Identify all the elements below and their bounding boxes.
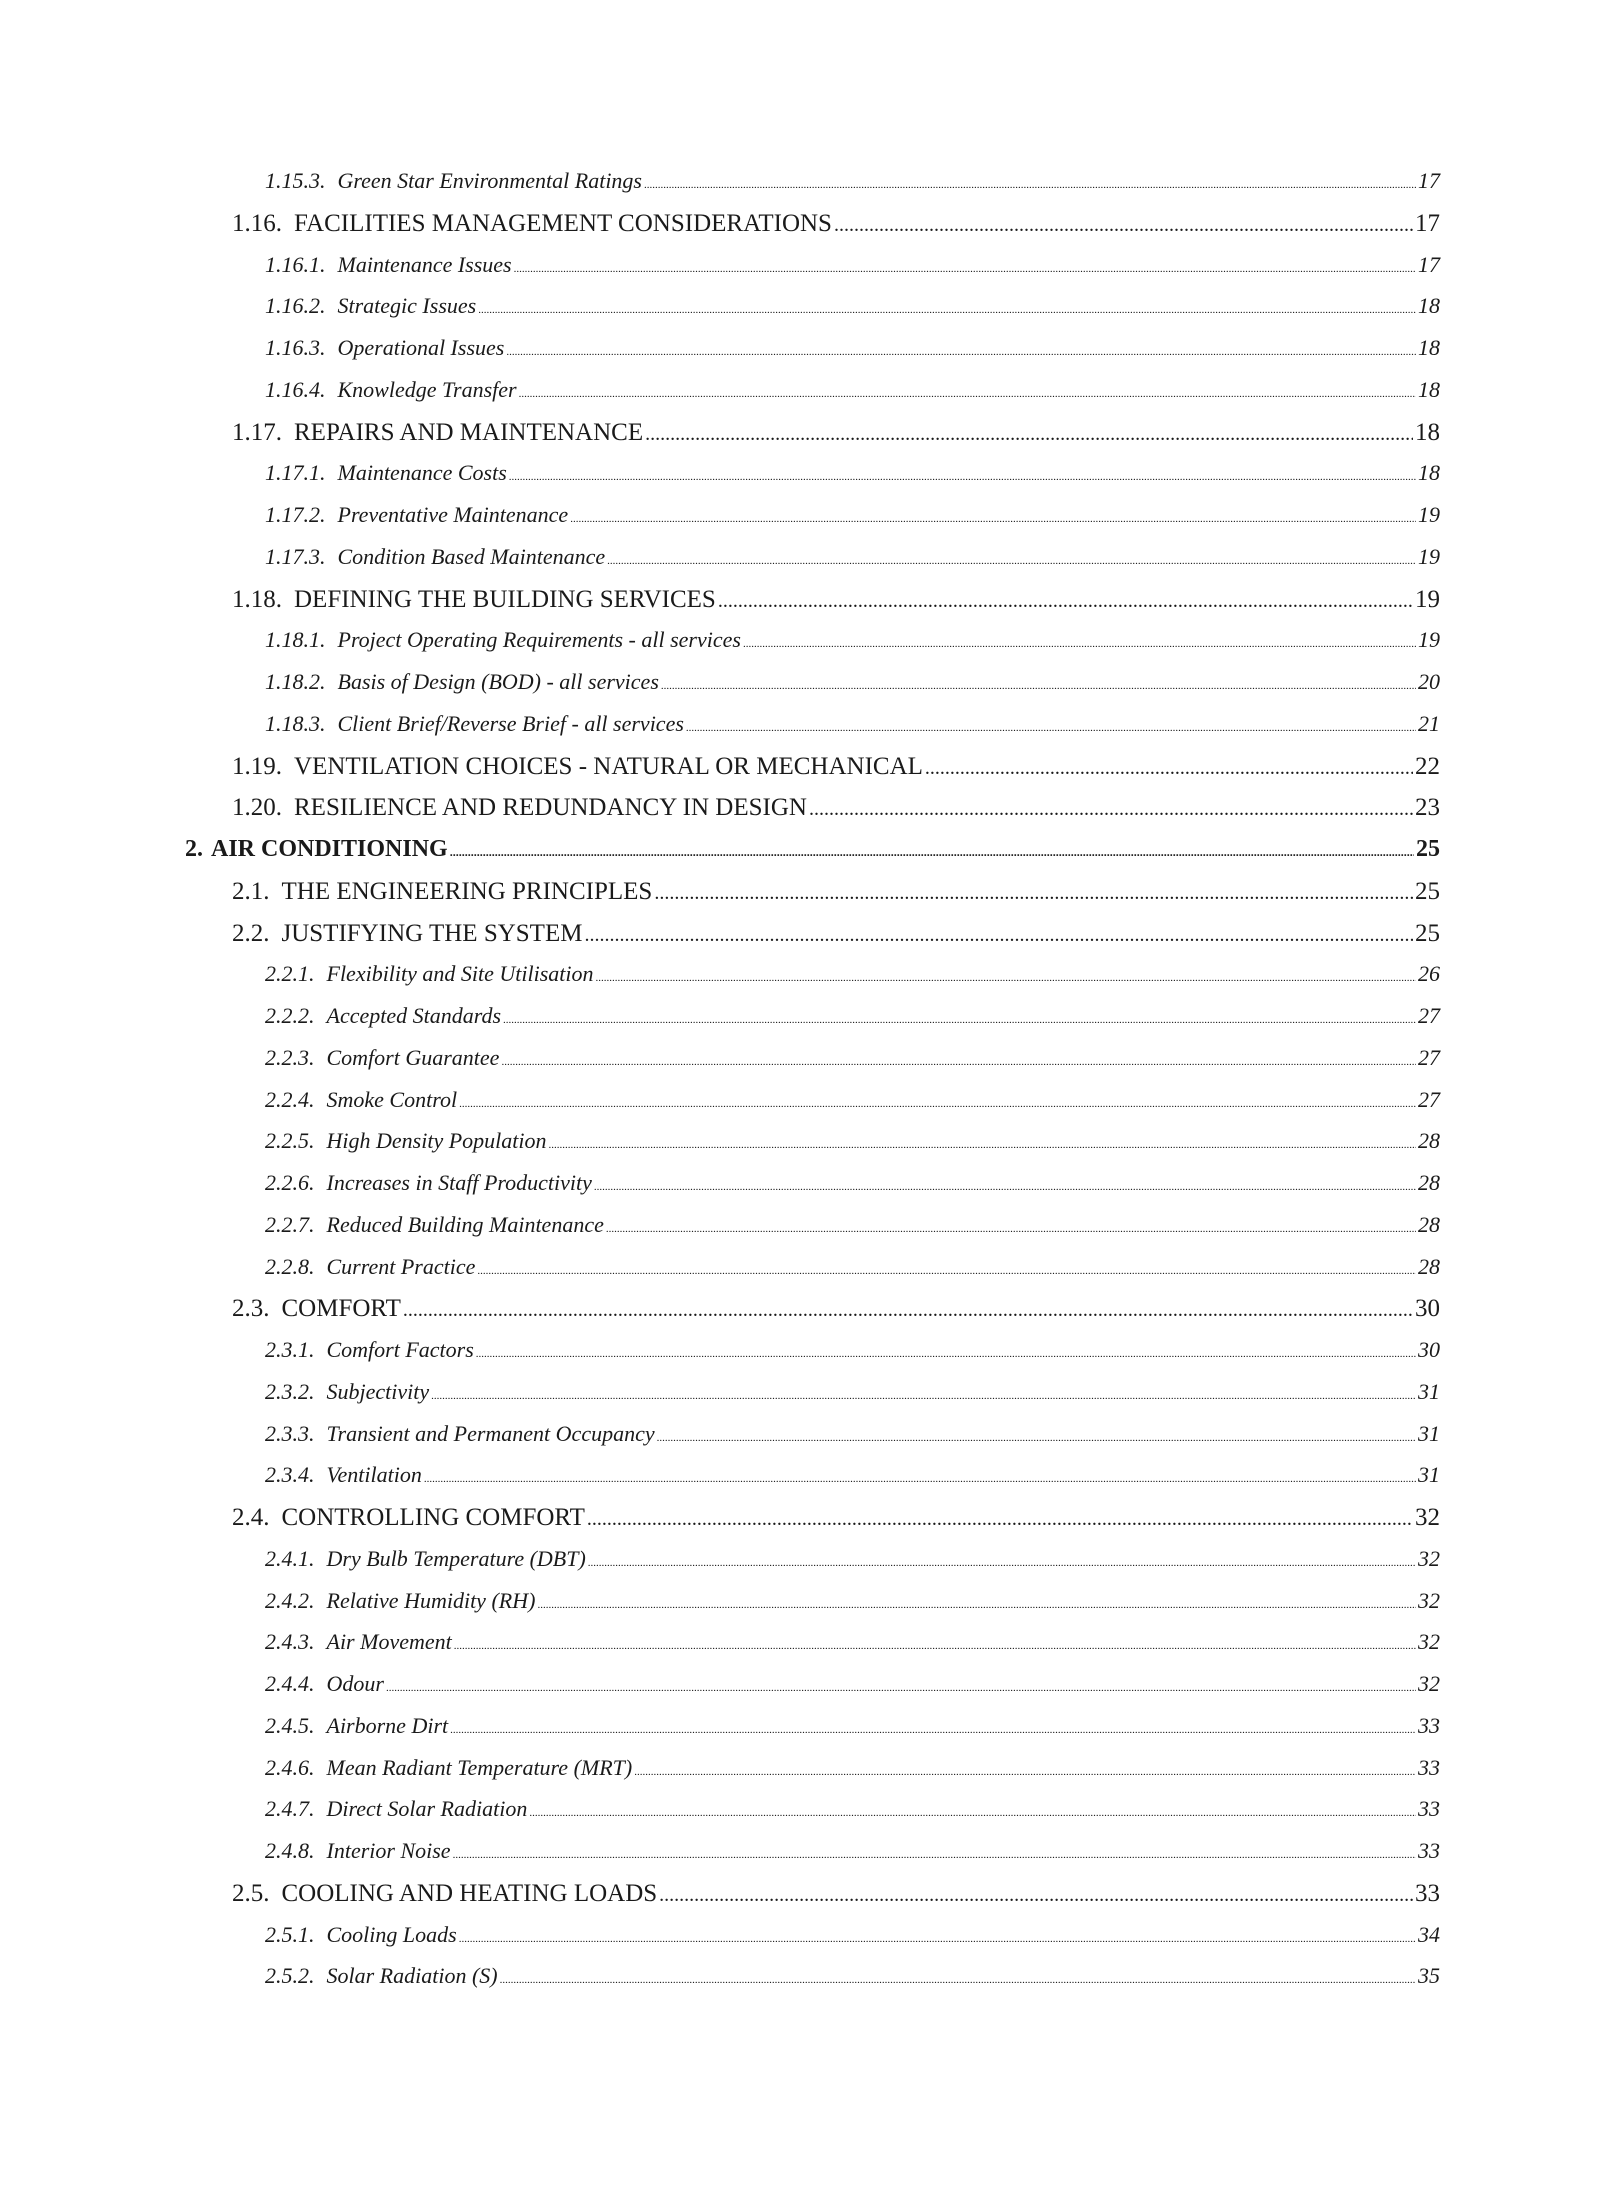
toc-entry-number: 1.16.4.	[265, 376, 326, 402]
toc-entry-number: 2.3.2.	[265, 1378, 315, 1404]
toc-entry-page-number: 32	[1418, 1545, 1440, 1571]
toc-entry-page-number: 22	[1415, 752, 1440, 780]
toc-entry-number: 2.2.7.	[265, 1211, 315, 1237]
toc-entry-page-number: 25	[1415, 877, 1440, 905]
toc-entry-title: DEFINING THE BUILDING SERVICES	[294, 585, 716, 613]
toc-entry[interactable]	[265, 1963, 1440, 1999]
toc-entry[interactable]	[265, 252, 1440, 288]
toc-entry-number: 2.2.3.	[265, 1044, 315, 1070]
toc-entry-page-number: 32	[1418, 1629, 1440, 1655]
dot-leader	[596, 972, 1416, 984]
dot-leader	[459, 1933, 1416, 1945]
dot-leader	[450, 1724, 1416, 1736]
toc-entry-number: 2.3.4.	[265, 1462, 315, 1488]
toc-entry-number: 2.4.1.	[265, 1545, 315, 1571]
toc-entry-title: Odour	[326, 1671, 384, 1696]
dot-leader	[644, 179, 1416, 191]
toc-entry[interactable]	[232, 1880, 1440, 1916]
dot-leader	[584, 924, 1413, 947]
toc-entry-title: Knowledge Transfer	[337, 376, 517, 402]
toc-entry-number: 2.4.5.	[265, 1712, 315, 1738]
dot-leader	[548, 1139, 1416, 1151]
toc-entry-title: Comfort Guarantee	[326, 1044, 500, 1070]
toc-entry-title: Subjectivity	[326, 1378, 430, 1404]
dot-leader	[718, 590, 1413, 613]
toc-entry-title: Maintenance Issues	[337, 251, 512, 277]
toc-entry-title: FACILITIES MANAGEMENT CONSIDERATIONS	[294, 209, 832, 237]
dot-leader	[501, 1056, 1416, 1068]
toc-entry[interactable]	[265, 168, 1440, 204]
toc-entry-page-number: 28	[1418, 1211, 1440, 1237]
dot-leader	[607, 555, 1416, 567]
toc-entry-title: Operational Issues	[337, 335, 505, 360]
toc-entry-page-number: 18	[1415, 418, 1440, 446]
toc-entry-page-number: 17	[1418, 251, 1440, 277]
toc-entry[interactable]	[265, 1379, 1440, 1415]
toc-entry[interactable]	[185, 836, 1440, 872]
dot-leader	[570, 513, 1416, 525]
toc-entry-page-number: 32	[1418, 1587, 1440, 1613]
toc-entry[interactable]	[265, 1838, 1440, 1874]
toc-entry-number: 1.20.	[232, 794, 282, 822]
toc-entry[interactable]	[265, 460, 1440, 496]
toc-entry-title: COMFORT	[281, 1295, 401, 1323]
dot-leader	[588, 1557, 1416, 1569]
toc-entry-page-number: 23	[1415, 794, 1440, 822]
toc-entry-page-number: 17	[1415, 209, 1440, 237]
toc-entry-page-number: 19	[1418, 627, 1440, 653]
toc-entry-number: 1.19.	[232, 752, 282, 780]
dot-leader	[450, 845, 1414, 860]
toc-entry-number: 2.4.4.	[265, 1671, 315, 1696]
toc-entry[interactable]	[265, 1337, 1440, 1373]
dot-leader	[529, 1807, 1416, 1819]
toc-entry-page-number: 28	[1418, 1253, 1440, 1279]
dot-leader	[431, 1390, 1416, 1402]
dot-leader	[519, 388, 1416, 400]
dot-leader	[454, 1640, 1416, 1652]
toc-entry-number: 2.3.1.	[265, 1337, 315, 1362]
toc-entry-number: 2.2.1.	[265, 961, 315, 987]
toc-entry[interactable]	[232, 419, 1440, 455]
toc-entry-page-number: 34	[1418, 1921, 1440, 1947]
toc-entry-title: THE ENGINEERING PRINCIPLES	[281, 877, 653, 905]
toc-entry-page-number: 18	[1418, 335, 1440, 360]
dot-leader	[459, 1098, 1416, 1110]
toc-entry[interactable]	[265, 1003, 1440, 1039]
toc-entry-number: 2.4.2.	[265, 1587, 315, 1613]
toc-entry[interactable]	[265, 1128, 1440, 1164]
toc-entry-page-number: 27	[1418, 1003, 1440, 1028]
toc-entry-page-number: 18	[1418, 376, 1440, 402]
toc-entry-number: 1.16.1.	[265, 251, 326, 277]
dot-leader	[453, 1849, 1416, 1861]
toc-entry[interactable]	[265, 293, 1440, 329]
dot-leader	[506, 346, 1416, 358]
toc-entry-title: Dry Bulb Temperature (DBT)	[326, 1545, 586, 1571]
toc-entry[interactable]	[265, 1796, 1440, 1832]
toc-entry[interactable]	[265, 669, 1440, 705]
toc-entry[interactable]	[232, 1504, 1440, 1540]
toc-entry-title: VENTILATION CHOICES - NATURAL OR MECHANICAL	[294, 752, 923, 780]
toc-entry-number: 2.4.	[232, 1504, 270, 1531]
toc-entry-page-number: 33	[1418, 1796, 1440, 1822]
toc-entry-title: Interior Noise	[326, 1838, 451, 1863]
toc-entry[interactable]	[265, 1170, 1440, 1206]
toc-entry-title: Strategic Issues	[337, 293, 477, 319]
dot-leader	[514, 263, 1416, 275]
toc-entry-page-number: 25	[1415, 919, 1440, 947]
toc-entry-number: 2.5.2.	[265, 1963, 315, 1989]
toc-entry[interactable]	[265, 1087, 1440, 1123]
toc-entry-page-number: 35	[1418, 1963, 1440, 1989]
toc-entry-number: 1.17.1.	[265, 460, 326, 486]
dot-leader	[424, 1473, 1416, 1485]
toc-entry-title: Basis of Design (BOD) - all services	[337, 669, 659, 694]
toc-entry-number: 1.15.3.	[265, 168, 326, 193]
dot-leader	[606, 1223, 1416, 1235]
toc-entry-title: Project Operating Requirements - all services	[337, 627, 741, 653]
toc-entry[interactable]	[265, 627, 1440, 663]
toc-entry[interactable]	[265, 1922, 1440, 1958]
toc-entry[interactable]	[265, 711, 1440, 747]
toc-entry-number: 2.4.6.	[265, 1754, 315, 1780]
dot-leader	[476, 1348, 1416, 1360]
dot-leader	[587, 1508, 1413, 1531]
toc-entry-number: 1.16.	[232, 209, 282, 237]
toc-entry-page-number: 32	[1415, 1504, 1440, 1531]
toc-entry-title: Air Movement	[326, 1629, 452, 1655]
toc-entry[interactable]	[265, 1546, 1440, 1582]
toc-entry-title: Current Practice	[326, 1253, 476, 1279]
toc-entry-page-number: 18	[1418, 293, 1440, 319]
toc-entry[interactable]	[232, 586, 1440, 622]
toc-entry-title: AIR CONDITIONING	[211, 836, 448, 862]
toc-entry-number: 2.2.4.	[265, 1086, 315, 1112]
toc-entry-number: 2.2.5.	[265, 1128, 315, 1154]
toc-entry-title: Mean Radiant Temperature (MRT)	[326, 1754, 633, 1780]
dot-leader	[659, 1884, 1413, 1907]
dot-leader	[478, 304, 1416, 316]
toc-entry-page-number: 31	[1418, 1462, 1440, 1488]
toc-entry[interactable]	[265, 1755, 1440, 1791]
toc-entry-number: 1.17.2.	[265, 502, 326, 527]
toc-entry-page-number: 33	[1418, 1838, 1440, 1863]
toc-entry-number: 2.5.1.	[265, 1921, 315, 1947]
toc-entry-page-number: 28	[1418, 1128, 1440, 1154]
toc-entry-page-number: 27	[1418, 1044, 1440, 1070]
toc-entry-title: High Density Population	[326, 1128, 547, 1154]
dot-leader	[654, 882, 1413, 905]
toc-entry-number: 2.4.8.	[265, 1838, 315, 1863]
toc-entry-title: CONTROLLING COMFORT	[281, 1504, 585, 1531]
toc-entry-title: Green Star Environmental Ratings	[337, 168, 642, 193]
toc-entry-title: Accepted Standards	[326, 1003, 502, 1028]
toc-entry-page-number: 33	[1418, 1712, 1440, 1738]
dot-leader	[809, 798, 1413, 821]
dot-leader	[645, 423, 1413, 446]
toc-entry-page-number: 33	[1418, 1754, 1440, 1780]
toc-entry-title: Smoke Control	[326, 1086, 458, 1112]
toc-entry-page-number: 30	[1415, 1295, 1440, 1323]
toc-entry[interactable]	[265, 1045, 1440, 1081]
toc-entry-number: 2.4.3.	[265, 1629, 315, 1655]
dot-leader	[509, 471, 1416, 483]
toc-entry[interactable]	[265, 1421, 1440, 1457]
toc-entry-page-number: 30	[1418, 1337, 1440, 1362]
toc-entry-title: COOLING AND HEATING LOADS	[281, 1879, 658, 1907]
toc-entry-page-number: 25	[1416, 836, 1440, 862]
toc-entry-title: Client Brief/Reverse Brief - all services	[337, 710, 684, 736]
toc-entry[interactable]	[265, 377, 1440, 413]
toc-entry[interactable]	[265, 502, 1440, 538]
dot-leader	[386, 1682, 1416, 1694]
toc-entry[interactable]	[232, 753, 1440, 789]
dot-leader	[834, 214, 1413, 237]
toc-entry-number: 1.18.	[232, 585, 282, 613]
toc-entry-page-number: 33	[1415, 1879, 1440, 1907]
toc-entry-number: 2.3.	[232, 1295, 270, 1323]
toc-entry-number: 1.16.3.	[265, 335, 326, 360]
toc-entry-number: 1.17.	[232, 418, 282, 446]
toc-entry[interactable]	[232, 920, 1440, 956]
toc-entry-title: Increases in Staff Productivity	[326, 1170, 592, 1195]
toc-entry[interactable]	[265, 544, 1440, 580]
toc-entry-title: Condition Based Maintenance	[337, 543, 606, 569]
toc-entry-number: 1.16.2.	[265, 293, 326, 319]
dot-leader	[500, 1974, 1416, 1986]
toc-entry[interactable]	[265, 1254, 1440, 1290]
dot-leader	[661, 680, 1416, 692]
toc-entry[interactable]	[232, 878, 1440, 914]
toc-entry[interactable]	[265, 961, 1440, 997]
toc-entry[interactable]	[232, 210, 1440, 246]
toc-entry-number: 2.2.	[232, 919, 270, 947]
toc-entry[interactable]	[232, 1295, 1440, 1331]
toc-entry-page-number: 20	[1418, 669, 1440, 694]
toc-entry-page-number: 19	[1418, 543, 1440, 569]
toc-entry-page-number: 17	[1418, 168, 1440, 193]
toc-entry-page-number: 32	[1418, 1671, 1440, 1696]
toc-entry-number: 1.18.3.	[265, 710, 326, 736]
toc-entry[interactable]	[265, 1588, 1440, 1624]
dot-leader	[686, 722, 1416, 734]
toc-entry-title: Transient and Permanent Occupancy	[326, 1420, 655, 1446]
toc-entry-page-number: 27	[1418, 1086, 1440, 1112]
dot-leader	[594, 1181, 1416, 1193]
toc-entry[interactable]	[265, 1671, 1440, 1707]
dot-leader	[657, 1432, 1416, 1444]
toc-entry-page-number: 19	[1418, 502, 1440, 527]
toc-entry-title: Reduced Building Maintenance	[326, 1211, 604, 1237]
dot-leader	[403, 1299, 1413, 1322]
toc-entry-number: 2.2.8.	[265, 1253, 315, 1279]
toc-entry-page-number: 28	[1418, 1170, 1440, 1195]
toc-entry-title: Airborne Dirt	[326, 1712, 449, 1738]
toc-entry-page-number: 19	[1415, 585, 1440, 613]
toc-entry-number: 2.	[185, 836, 203, 862]
toc-entry[interactable]	[265, 1713, 1440, 1749]
toc-entry-title: Comfort Factors	[326, 1337, 474, 1362]
toc-entry[interactable]	[232, 794, 1440, 830]
toc-entry-title: Ventilation	[326, 1462, 422, 1488]
toc-entry-page-number: 31	[1418, 1378, 1440, 1404]
toc-entry-title: Direct Solar Radiation	[326, 1796, 528, 1822]
dot-leader	[503, 1014, 1416, 1026]
toc-entry-title: Relative Humidity (RH)	[326, 1587, 536, 1613]
toc-entry[interactable]	[265, 1629, 1440, 1665]
toc-entry-number: 2.3.3.	[265, 1420, 315, 1446]
dot-leader	[537, 1599, 1416, 1611]
dot-leader	[743, 638, 1416, 650]
toc-entry-number: 1.17.3.	[265, 543, 326, 569]
dot-leader	[634, 1766, 1416, 1778]
toc-entry-page-number: 18	[1418, 460, 1440, 486]
toc-entry-title: REPAIRS AND MAINTENANCE	[294, 418, 644, 446]
toc-entry-title: RESILIENCE AND REDUNDANCY IN DESIGN	[294, 794, 807, 822]
toc-entry-number: 1.18.1.	[265, 627, 326, 653]
toc-entry-number: 2.2.2.	[265, 1003, 315, 1028]
toc-entry-page-number: 31	[1418, 1420, 1440, 1446]
toc-entry-title: Maintenance Costs	[337, 460, 507, 486]
toc-entry[interactable]	[265, 1212, 1440, 1248]
toc-entry-number: 1.18.2.	[265, 669, 326, 694]
toc-entry-title: Solar Radiation (S)	[326, 1963, 498, 1989]
toc-entry-number: 2.1.	[232, 877, 270, 905]
toc-entry-page-number: 26	[1418, 961, 1440, 987]
toc-entry[interactable]	[265, 335, 1440, 371]
toc-entry-title: Flexibility and Site Utilisation	[326, 961, 594, 987]
dot-leader	[925, 757, 1413, 780]
toc-entry-number: 2.2.6.	[265, 1170, 315, 1195]
toc-entry-page-number: 21	[1418, 710, 1440, 736]
dot-leader	[477, 1265, 1416, 1277]
toc-entry-title: JUSTIFYING THE SYSTEM	[281, 919, 583, 947]
toc-entry-number: 2.4.7.	[265, 1796, 315, 1822]
toc-entry-title: Preventative Maintenance	[337, 502, 569, 527]
toc-entry-number: 2.5.	[232, 1879, 270, 1907]
toc-entry[interactable]	[265, 1462, 1440, 1498]
toc-entry-title: Cooling Loads	[326, 1921, 457, 1947]
